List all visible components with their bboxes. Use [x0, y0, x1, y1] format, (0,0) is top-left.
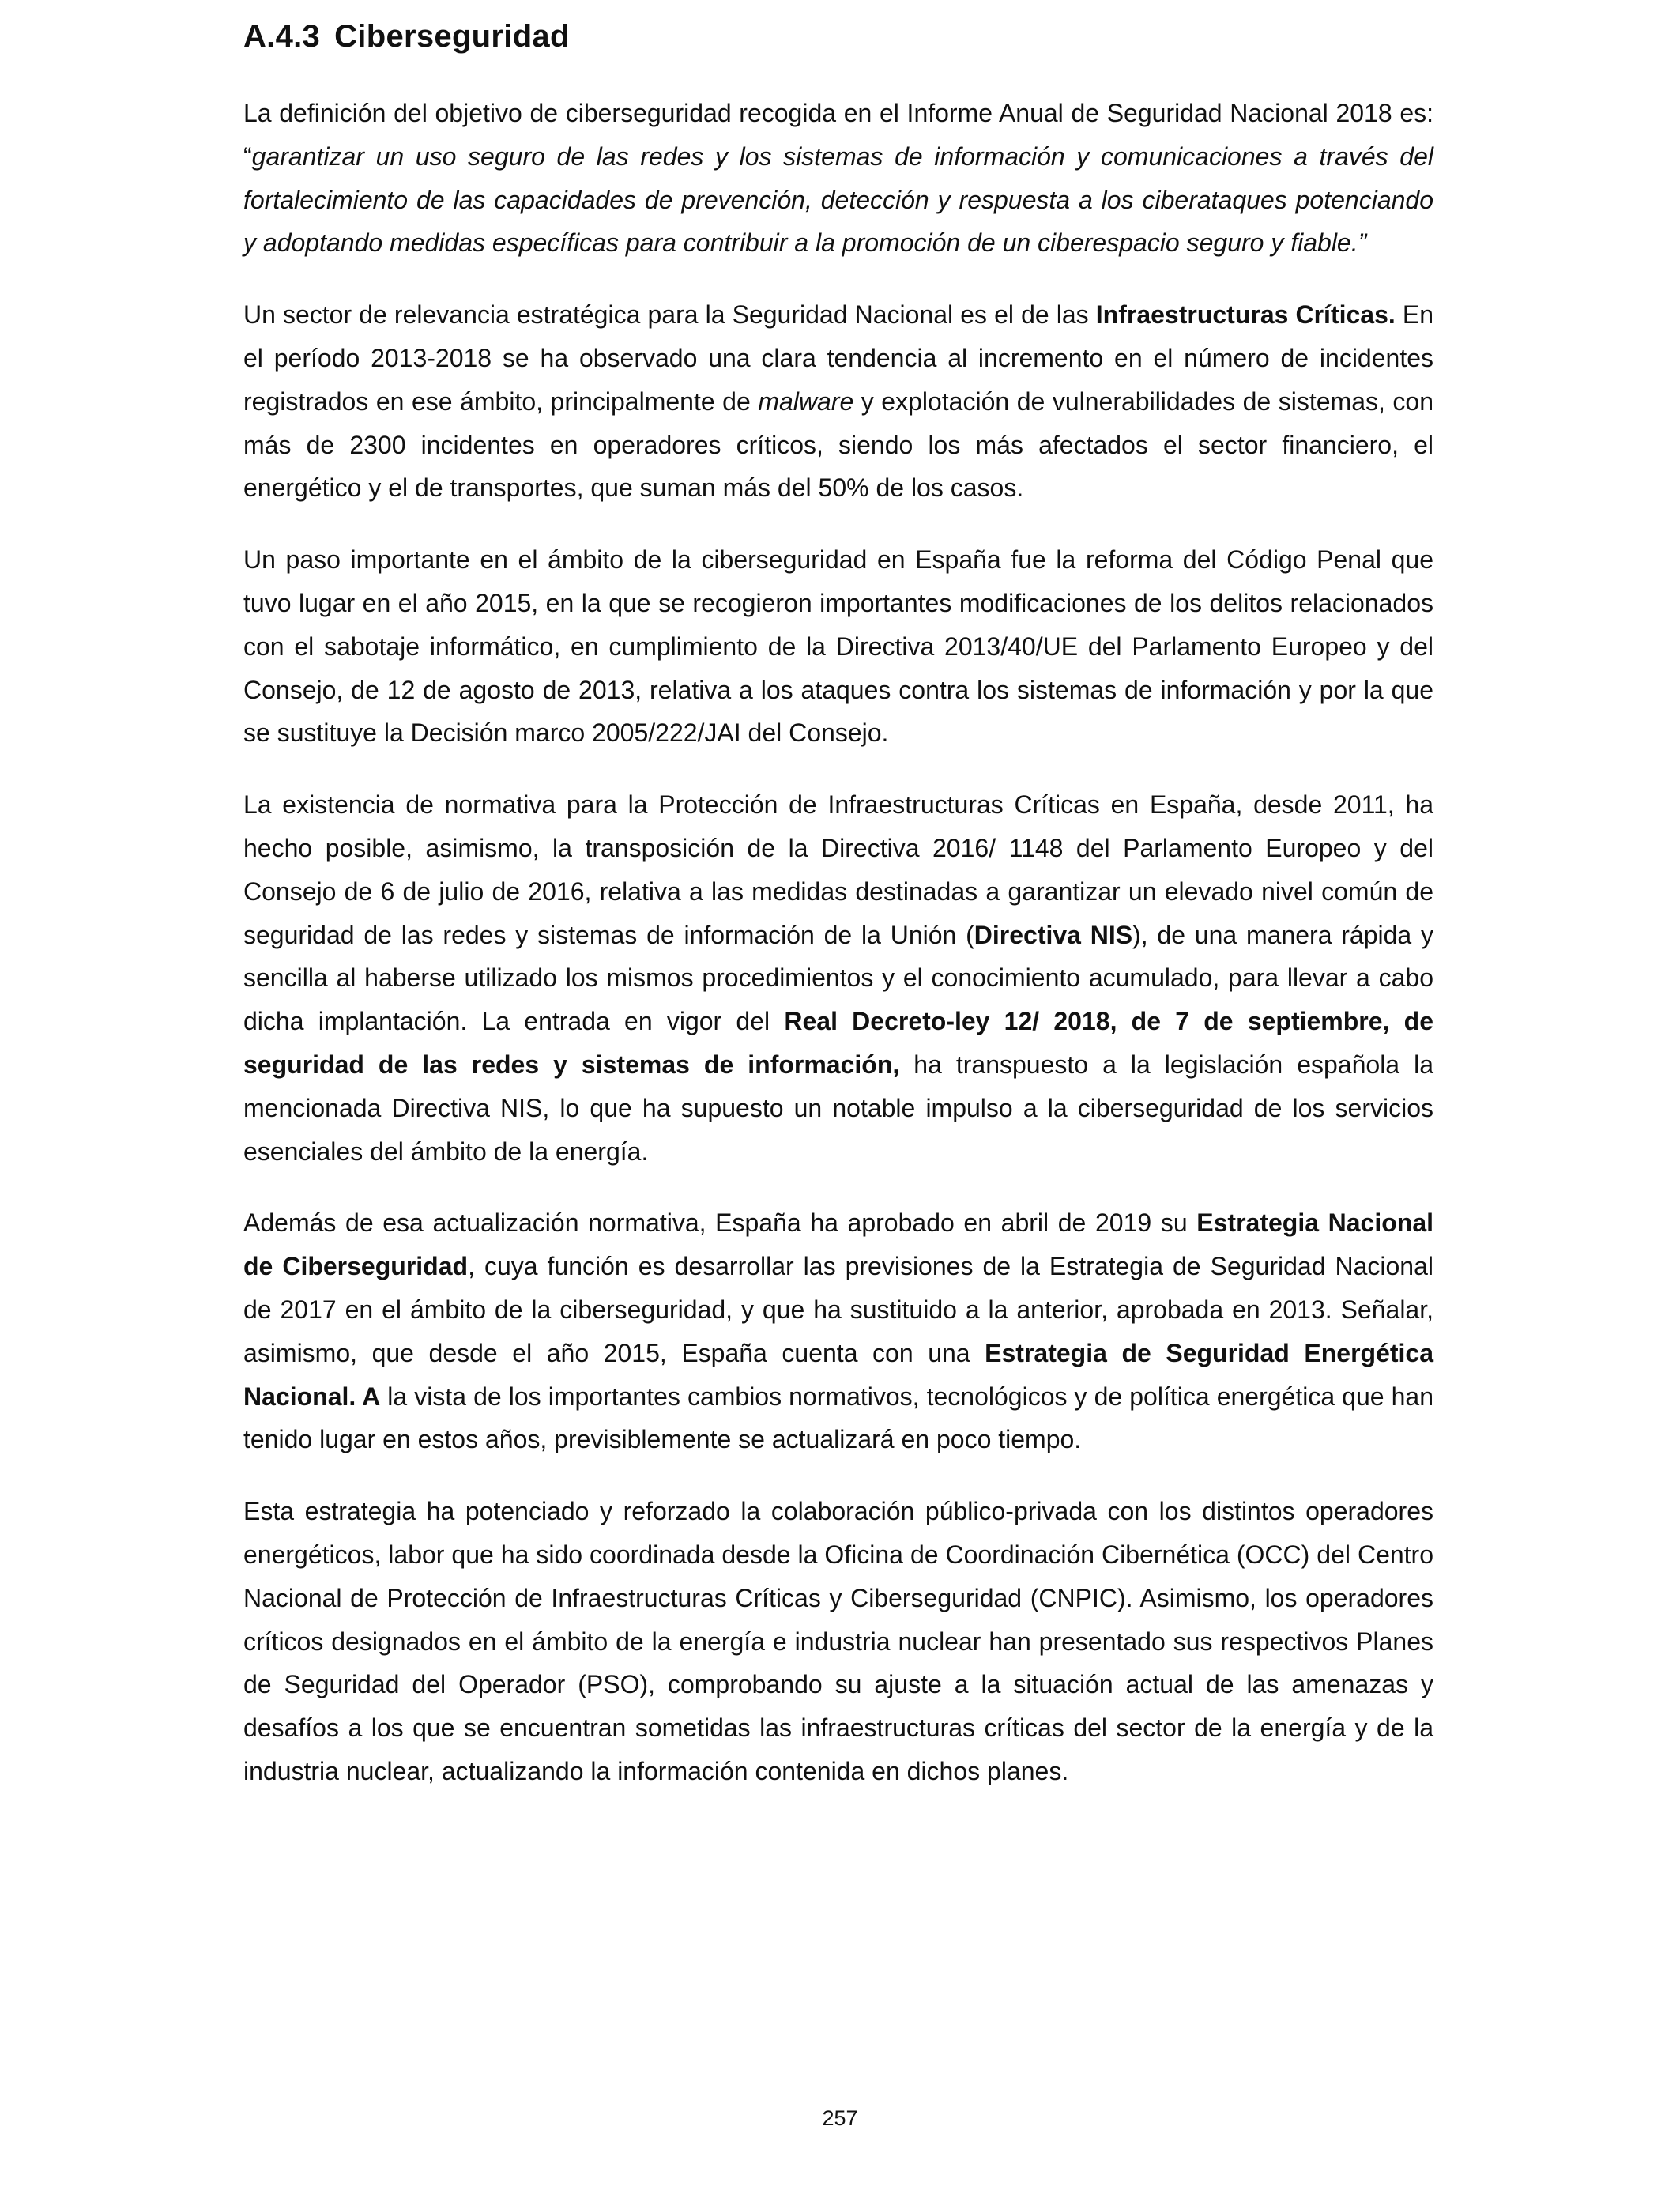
bold-term: Real Decreto-ley 12/ 2018, de 7 de septiembre, de seguridad de las redes y sistemas de información, [243, 1007, 1434, 1079]
paragraph-text: y explotación de vulnerabilidades de sistemas, con más de 2300 incidentes en operadores críticos, siendo los más afectados el sector financiero, el energético y el de transportes, que suman más del 50% de los casos. [243, 386, 1434, 503]
paragraph-text: ha transpuesto a la legislación española la mencionada Directiva NIS, lo que ha supuesto un notable impulso a la ciberseguridad de los servicios esenciales del ámbito de la energía. [243, 1050, 1434, 1166]
document-page [243, 14, 1433, 1822]
bold-term: Estrategia Nacional de Ciberseguridad [243, 1208, 1434, 1281]
paragraph-text: Esta estrategia ha potenciado y reforzado la colaboración público-privada con los distintos operadores energéticos, labor que ha sido coordinada desde la Oficina de Coordinación Cibernética (OCC) del Centro Nacional de Protección de Infraestructuras Críticas y Ciberseguridad (CNPIC). Asimismo, los operadores críticos designados en el ámbito de la energía e industria nuclear han presentado sus respectivos Planes de Seguridad del Operador (PSO), comprobando su ajuste a la situación actual de las amenazas y desafíos a los que se encuentran sometidas las infraestructuras críticas del sector de la energía y de la industria nuclear, actualizando la información contenida en dichos planes. [243, 1497, 1433, 1785]
italic-term: malware [758, 386, 854, 416]
page-number: 257 [822, 2106, 858, 2130]
paragraph-text: La definición del objetivo de ciberseguridad recogida en el Informe Anual de Seguridad Nacional 2018 es: “ [243, 99, 1433, 171]
paragraph-text: ), de una manera rápida y sencilla al haberse utilizado los mismos procedimientos y el conocimiento acumulado, para llevar a cabo dicha implantación. La entrada en vigor del [243, 920, 1434, 1036]
italic-quote: garantizar un uso seguro de las redes y los sistemas de información y comunicaciones a través del fortalecimiento de las capacidades de prevención, detección y respuesta a los ciberataques potenciando y adoptando medidas específicas para contribuir a la promoción de un ciberespacio seguro y fiable.” [243, 141, 1433, 258]
bold-term: Estrategia de Seguridad Energética Nacional. A [243, 1338, 1434, 1411]
paragraph-text: la vista de los importantes cambios normativos, tecnológicos y de política energética que han tenido lugar en estos años, previsiblemente se actualizará en poco tiempo. [243, 1382, 1434, 1454]
paragraph-text: Un sector de relevancia estratégica para la Seguridad Nacional es el de las [243, 300, 1096, 330]
paragraph-4 [243, 783, 1433, 1173]
paragraph-text: Además de esa actualización normativa, España ha aprobado en abril de 2019 su [243, 1208, 1197, 1238]
paragraph-1 [243, 92, 1433, 265]
paragraph-2 [243, 293, 1433, 510]
section-title: Ciberseguridad [334, 19, 570, 54]
paragraph-text: La existencia de normativa para la Protección de Infraestructuras Críticas en España, desde 2011, ha hecho posible, asimismo, la transposición de la Directiva 2016/ 1148 del Parlamento Europeo y del Consejo de 6 de julio de 2016, relativa a las medidas destinadas a garantizar un elevado nivel común de seguridad de las redes y sistemas de información de la Unión ( [243, 790, 1433, 949]
paragraph-6 [243, 1490, 1433, 1793]
paragraph-text: Un paso importante en el ámbito de la ciberseguridad en España fue la reforma del Código Penal que tuvo lugar en el año 2015, en la que se recogieron importantes modificaciones de los delitos relacionados con el sabotaje informático, en cumplimiento de la Directiva 2013/40/UE del Parlamento Europeo y del Consejo, de 12 de agosto de 2013, relativa a los ataques contra los sistemas de información y por la que se sustituye la Decisión marco 2005/222/JAI del Consejo. [243, 545, 1433, 748]
paragraph-text: , cuya función es desarrollar las previsiones de la Estrategia de Seguridad Nacional de 2017 en el ámbito de la ciberseguridad, y que ha sustituido a la anterior, aprobada en 2013. Señalar, asimismo, que desde el año 2015, España cuenta con una [243, 1252, 1434, 1367]
paragraph-text: En el período 2013-2018 se ha observado una clara tendencia al incremento en el número de incidentes registrados en ese ámbito, principalmente de [243, 300, 1434, 416]
section-heading [243, 14, 1433, 58]
paragraph-3 [243, 538, 1433, 755]
bold-term: Directiva NIS [974, 920, 1133, 949]
section-number: A.4.3 [243, 19, 321, 54]
bold-term: Infraestructuras Críticas. [1095, 300, 1396, 330]
paragraph-5 [243, 1201, 1433, 1461]
